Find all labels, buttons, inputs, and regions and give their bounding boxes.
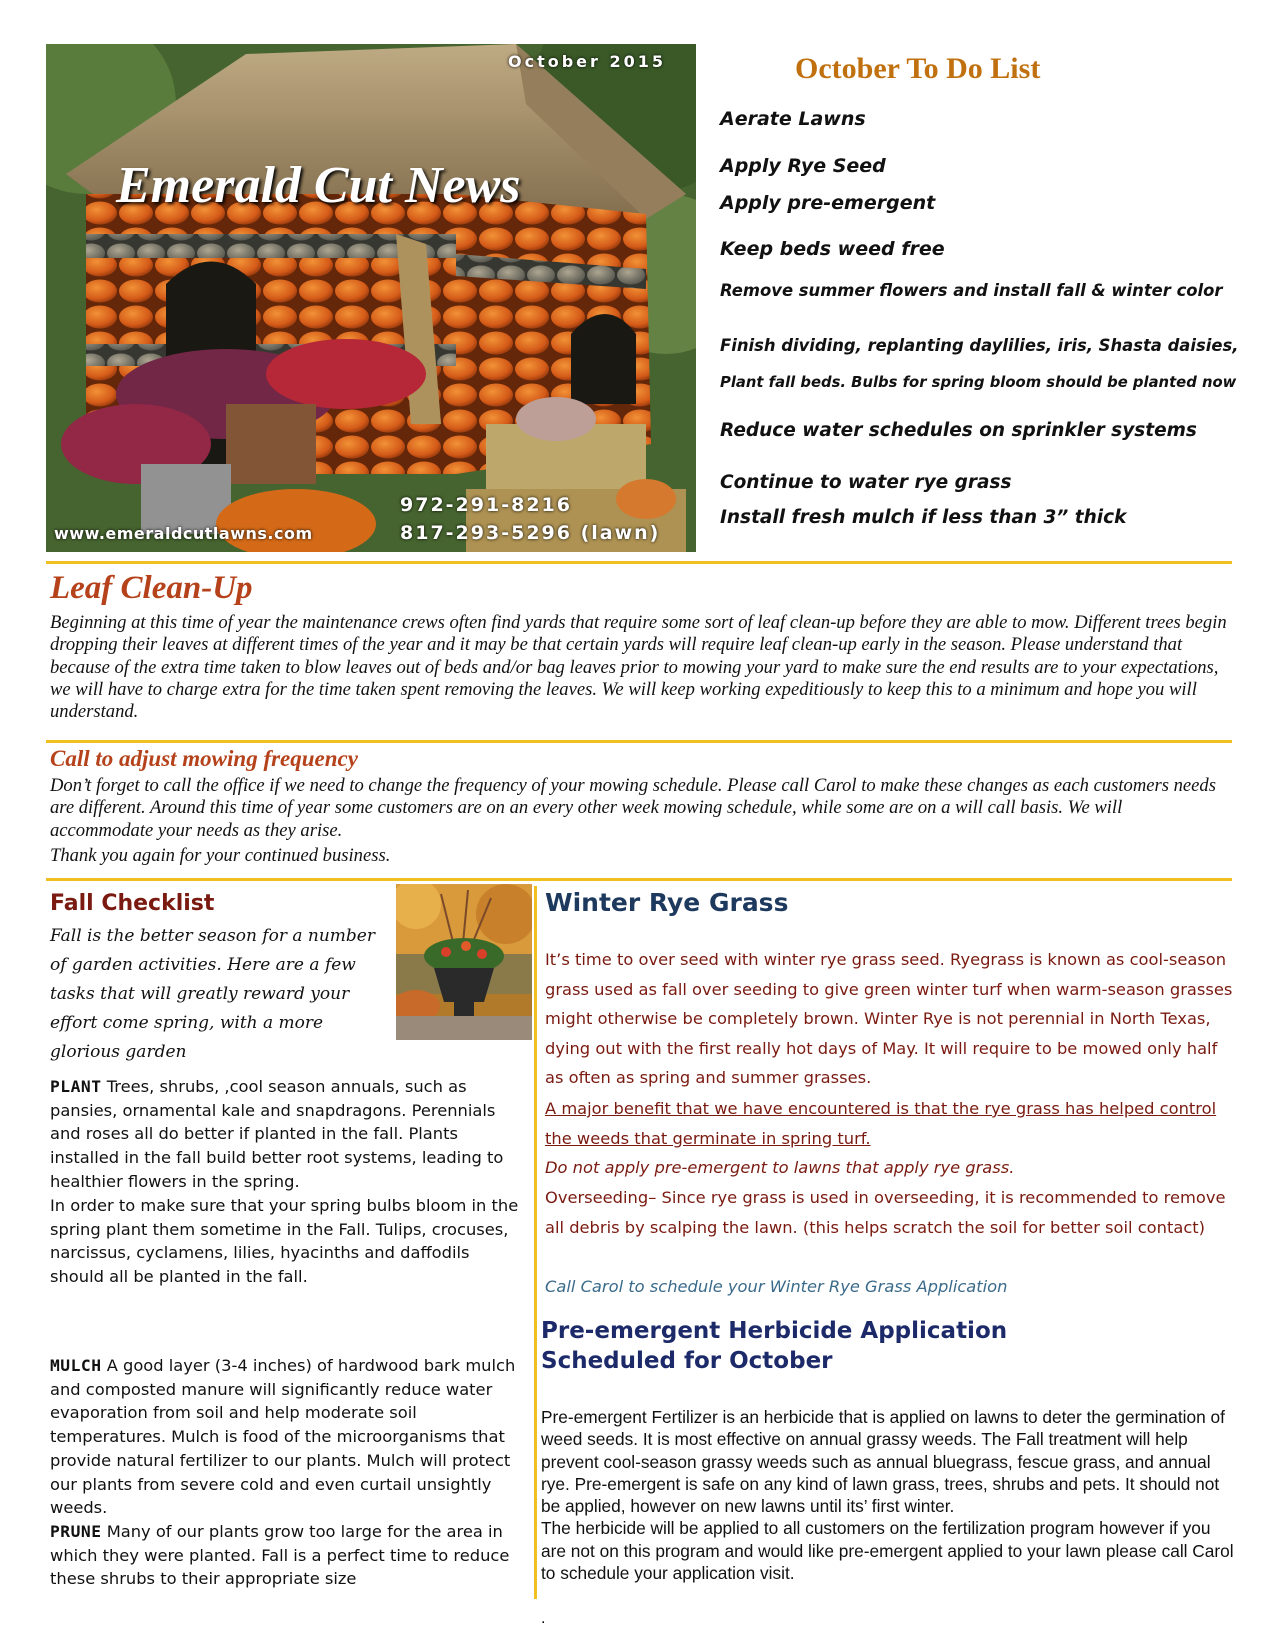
todo-item: Aerate Lawns — [720, 108, 866, 130]
fall-checklist-intro: Fall is the better season for a number of garden activities. Here are a few tasks that will greatly reward your effort come spring, with a more glorious garden — [50, 926, 375, 1062]
todo-item: Apply pre-emergent — [720, 192, 936, 214]
phone-main: 972-291-8216 — [400, 494, 572, 516]
pre-emergent-heading — [541, 1316, 1221, 1376]
pre-emergent-paragraph: Pre-emergent Fertilizer is an herbicide that is applied on lawns to deter the germination of weed seeds. It is most effective on annual grassy weeds. The Fall treatment will help prevent cool-season grassy weeds such as annual bluegrass, fescue grass, and annual rye. Pre-emergent is safe on any kind of lawn grass, trees, shrubs and pets. It should not be applied, however on new lawns until its’ first winter. — [541, 1407, 1225, 1517]
trailing-mark: . — [541, 1610, 546, 1627]
newsletter-title: Emerald Cut News — [116, 157, 521, 214]
todo-title: October To Do List — [795, 52, 1041, 85]
winter-rye-warning: Do not apply pre-emergent to lawns that apply rye grass. — [545, 1158, 1015, 1177]
winter-rye-call-to-action: Call Carol to schedule your Winter Rye Grass Application — [545, 1277, 1008, 1296]
column-divider — [534, 886, 537, 1599]
leaf-cleanup-body: Beginning at this time of year the maintenance crews often find yards that require some sort of leaf clean-up before they are able to mow. Different trees begin dropping their leaves at different times of the year and it may be that certain yards will require leaf clean-up early in the season. Please understand that because of the extra time taken to blow leaves out of beds and/or bag leaves prior to mowing your yard to make sure the end results are to your expectations, we will have to charge extra for the time taken spent removing the leaves. We will keep working expeditiously to keep this to a minimum and hope you will understand. — [50, 612, 1227, 723]
pre-emergent-body — [541, 1406, 1235, 1584]
bulbs-paragraph: In order to make sure that your spring bulbs bloom in the spring plant them sometime in the Fall. Tulips, crocuses, narcissus, cyclamens, lilies, hyacinths and daffodils should all be planted in the fall. — [50, 1196, 519, 1287]
pre-emergent-heading-line2: Scheduled for October — [541, 1348, 833, 1374]
pre-emergent-heading-line1: Pre-emergent Herbicide Application — [541, 1318, 1008, 1344]
leaf-cleanup-heading: Leaf Clean-Up — [50, 570, 253, 606]
section-divider — [46, 740, 1232, 743]
plant-paragraph — [50, 1075, 528, 1194]
phone-lawn: 817-293-5296 (lawn) — [400, 522, 661, 544]
todo-item: Apply Rye Seed — [720, 155, 886, 177]
todo-item: Install fresh mulch if less than 3” thick — [720, 507, 1127, 528]
pumpkin-house-illustration — [46, 44, 696, 552]
winter-rye-heading: Winter Rye Grass — [545, 888, 789, 917]
todo-item: Reduce water schedules on sprinkler systems — [720, 420, 1197, 441]
mulch-text: A good layer (3-4 inches) of hardwood bark mulch and composted manure will significantly reduce water evaporation from soil and help moderate soil temperatures. Mulch is food of the microorganisms that provide natural fertilizer to our plants. Mulch will protect our plants from severe cold and even curtail unsightly weeds. — [50, 1356, 516, 1518]
overseeding-paragraph: Overseeding– Since rye grass is used in overseeding, it is recommended to remove all debris by scalping the lawn. (this helps scratch the soil for better soil contact) — [545, 1188, 1226, 1237]
todo-item: Finish dividing, replanting daylilies, iris, Shasta daisies, — [720, 336, 1239, 355]
planter-illustration — [396, 884, 532, 1040]
winter-rye-benefit: A major benefit that we have encountered is that the rye grass has helped control the weeds that germinate in spring turf. — [545, 1099, 1217, 1148]
pre-emergent-schedule-paragraph: The herbicide will be applied to all customers on the fertilization program however if you are not on this program and would like pre-emergent applied to your lawn please call Carol to schedule your application visit. — [541, 1518, 1234, 1584]
plant-label: PLANT — [50, 1077, 102, 1096]
todo-item: Continue to water rye grass — [720, 472, 1012, 493]
winter-rye-body: It’s time to over seed with winter rye grass seed. Ryegrass is known as cool-season grass used as fall over seeding to give green winter turf when warm-season grasses might otherwise be completely brown. Winter Rye is not perennial in North Texas, dying out with the first really hot days of May. It will require to be mowed only half as often as spring and summer grasses. — [545, 950, 1233, 1088]
mowing-thanks: Thank you again for your continued business. — [50, 845, 391, 866]
todo-item: Keep beds weed free — [720, 238, 945, 260]
autumn-planter-photo — [396, 884, 532, 1040]
fall-checklist-heading: Fall Checklist — [50, 891, 215, 916]
prune-paragraph — [50, 1520, 528, 1591]
mulch-paragraph — [50, 1354, 528, 1520]
prune-label: PRUNE — [50, 1522, 102, 1541]
plant-text: Trees, shrubs, ,cool season annuals, such as pansies, ornamental kale and snapdragons. Perennials and roses all do better if planted in the fall. Plants installed in the fall build better root systems, leading to healthier flowers in the spring. — [50, 1077, 504, 1191]
website-link[interactable]: www.emeraldcutlawns.com — [54, 524, 313, 543]
todo-item: Plant fall beds. Bulbs for spring bloom should be planted now — [720, 374, 1237, 391]
hero-photo — [46, 44, 696, 552]
mowing-heading: Call to adjust mowing frequency — [50, 746, 358, 771]
mowing-body: Don’t forget to call the office if we need to change the frequency of your mowing schedule. Please call Carol to make these changes as each customers needs are different. Around this time of year some customers are on an every other week mowing schedule, while some are on a will call basis. We will accommodate your needs as they arise. — [50, 775, 1216, 841]
section-divider — [46, 878, 1232, 881]
mulch-label: MULCH — [50, 1356, 102, 1375]
section-divider — [46, 561, 1232, 564]
todo-item: Remove summer flowers and install fall & winter color — [720, 281, 1223, 300]
prune-text: Many of our plants grow too large for the area in which they were planted. Fall is a perfect time to reduce these shrubs to their appropriate size — [50, 1522, 510, 1589]
issue-date: October 2015 — [508, 52, 667, 71]
